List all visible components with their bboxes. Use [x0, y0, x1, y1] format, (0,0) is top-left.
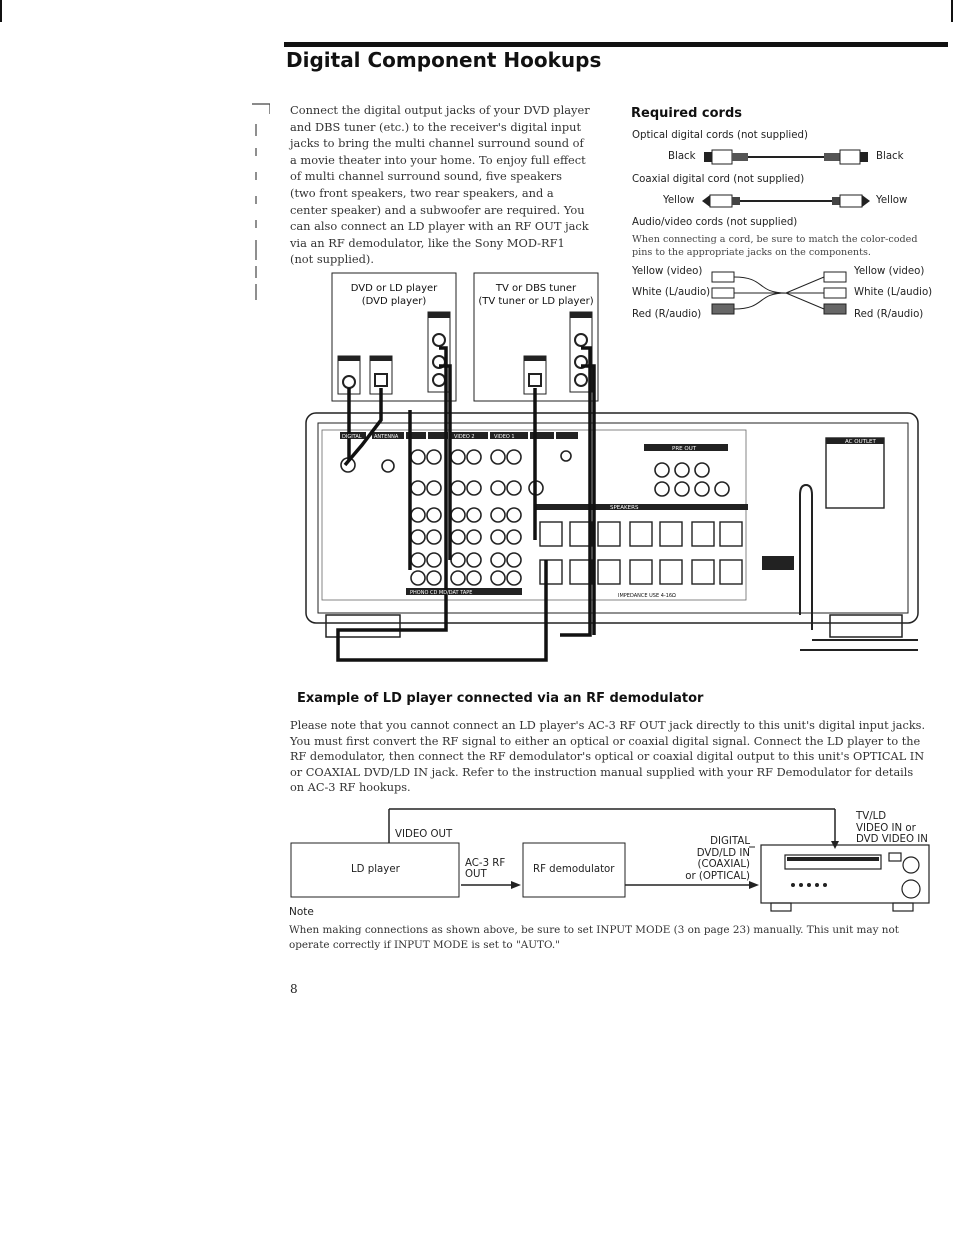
connection-diagram [300, 270, 922, 665]
optical-right-color: Black [876, 151, 904, 162]
page-title: Digital Component Hookups [286, 48, 602, 72]
av-right-white: White (L/audio) [854, 287, 933, 298]
ac3-rf-out-label: AC-3 RF OUT [465, 858, 506, 880]
ld-connection-diagram [285, 805, 935, 915]
ld-player-label: LD player [351, 864, 400, 875]
optical-cord-icon [700, 148, 874, 166]
coaxial-right-color: Yellow [876, 195, 908, 206]
coaxial-cord-icon [700, 192, 874, 210]
intro-paragraph: Connect the digital output jacks of your DVD player and DBS tuner (etc.) to the receiver's digital input jacks to bring the multi channel surround sound of a movie theater into your home. To enjoy full effect of multi channel surround sound, five speakers (two front speakers, two rear speakers, and a center speaker) and a subwoofer are required. You can also connect an LD player with an RF OUT jack via an RF demodulator, like the Sony MOD-RF1 (not supplied). [290, 103, 590, 267]
pre-out-label: PRE OUT [672, 446, 697, 452]
av-cord-note: When connecting a cord, be sure to match the color-coded pins to the appropriate jacks on the components. [632, 234, 918, 258]
av-cord-label: Audio/video cords (not supplied) [632, 217, 798, 228]
dvd-box-label-1: DVD or LD player [350, 283, 438, 294]
rf-demodulator-label: RF demodulator [533, 864, 615, 875]
note-text: When making connections as shown above, be sure to set INPUT MODE (3 on page 23) manually. This unit may not operate correctly if INPUT MODE is set to "AUTO." [289, 924, 899, 951]
coaxial-left-color: Yellow [663, 195, 695, 206]
av-left-red: Red (R/audio) [632, 309, 702, 320]
ac-outlet-label: AC OUTLET [845, 439, 876, 445]
crop-mark-left [0, 0, 2, 22]
example-heading: Example of LD player connected via an RF demodulator [297, 691, 704, 706]
optical-left-color: Black [668, 151, 696, 162]
required-cords-heading: Required cords [631, 106, 742, 121]
header-rule [284, 42, 948, 47]
antenna-label: ANTENNA [374, 434, 399, 440]
optical-cord-label: Optical digital cords (not supplied) [632, 130, 808, 141]
coaxial-cord-label: Coaxial digital cord (not supplied) [632, 174, 805, 185]
video-out-label: VIDEO OUT [395, 829, 453, 840]
av-right-yellow: Yellow (video) [854, 266, 925, 277]
video1-label: VIDEO 1 [494, 434, 515, 440]
margin-marks [250, 100, 270, 305]
video2-label: VIDEO 2 [454, 434, 475, 440]
digital-label: DIGITAL [342, 434, 362, 440]
phono-cd-label: PHONO CD MD/DAT TAPE [410, 590, 473, 596]
speakers-label: SPEAKERS [610, 505, 639, 511]
impedance-use-label: IMPEDANCE USE 4-16Ω [618, 593, 676, 599]
crop-mark-right [951, 0, 953, 22]
page-number: 8 [290, 982, 298, 996]
dvd-box-label-2: (DVD player) [361, 296, 427, 307]
example-paragraph: Please note that you cannot connect an LD player's AC-3 RF OUT jack directly to this unit's digital input jacks. You must first convert the RF signal to either an optical or coaxial digital signal. Connect the LD player to the RF demodulator, then connect the RF demodulator's optical or coaxial digital output to this unit's OPTICAL IN or COAXIAL DVD/LD IN jack. Refer to the instruction manual supplied with your RF Demodulator for details on AC-3 RF hookups. [290, 719, 926, 794]
tv-ld-in-label: TV/LD VIDEO IN or DVD VIDEO IN [856, 811, 928, 845]
tv-box-label-1: TV or DBS tuner [495, 283, 577, 294]
av-left-yellow: Yellow (video) [632, 266, 703, 277]
av-left-white: White (L/audio) [632, 287, 711, 298]
av-right-red: Red (R/audio) [854, 309, 924, 320]
digital-in-label: DIGITAL DVD/LD IN (COAXIAL) or (OPTICAL) [685, 836, 750, 882]
tv-box-label-2: (TV tuner or LD player) [478, 296, 594, 307]
note-heading: Note [289, 906, 314, 918]
